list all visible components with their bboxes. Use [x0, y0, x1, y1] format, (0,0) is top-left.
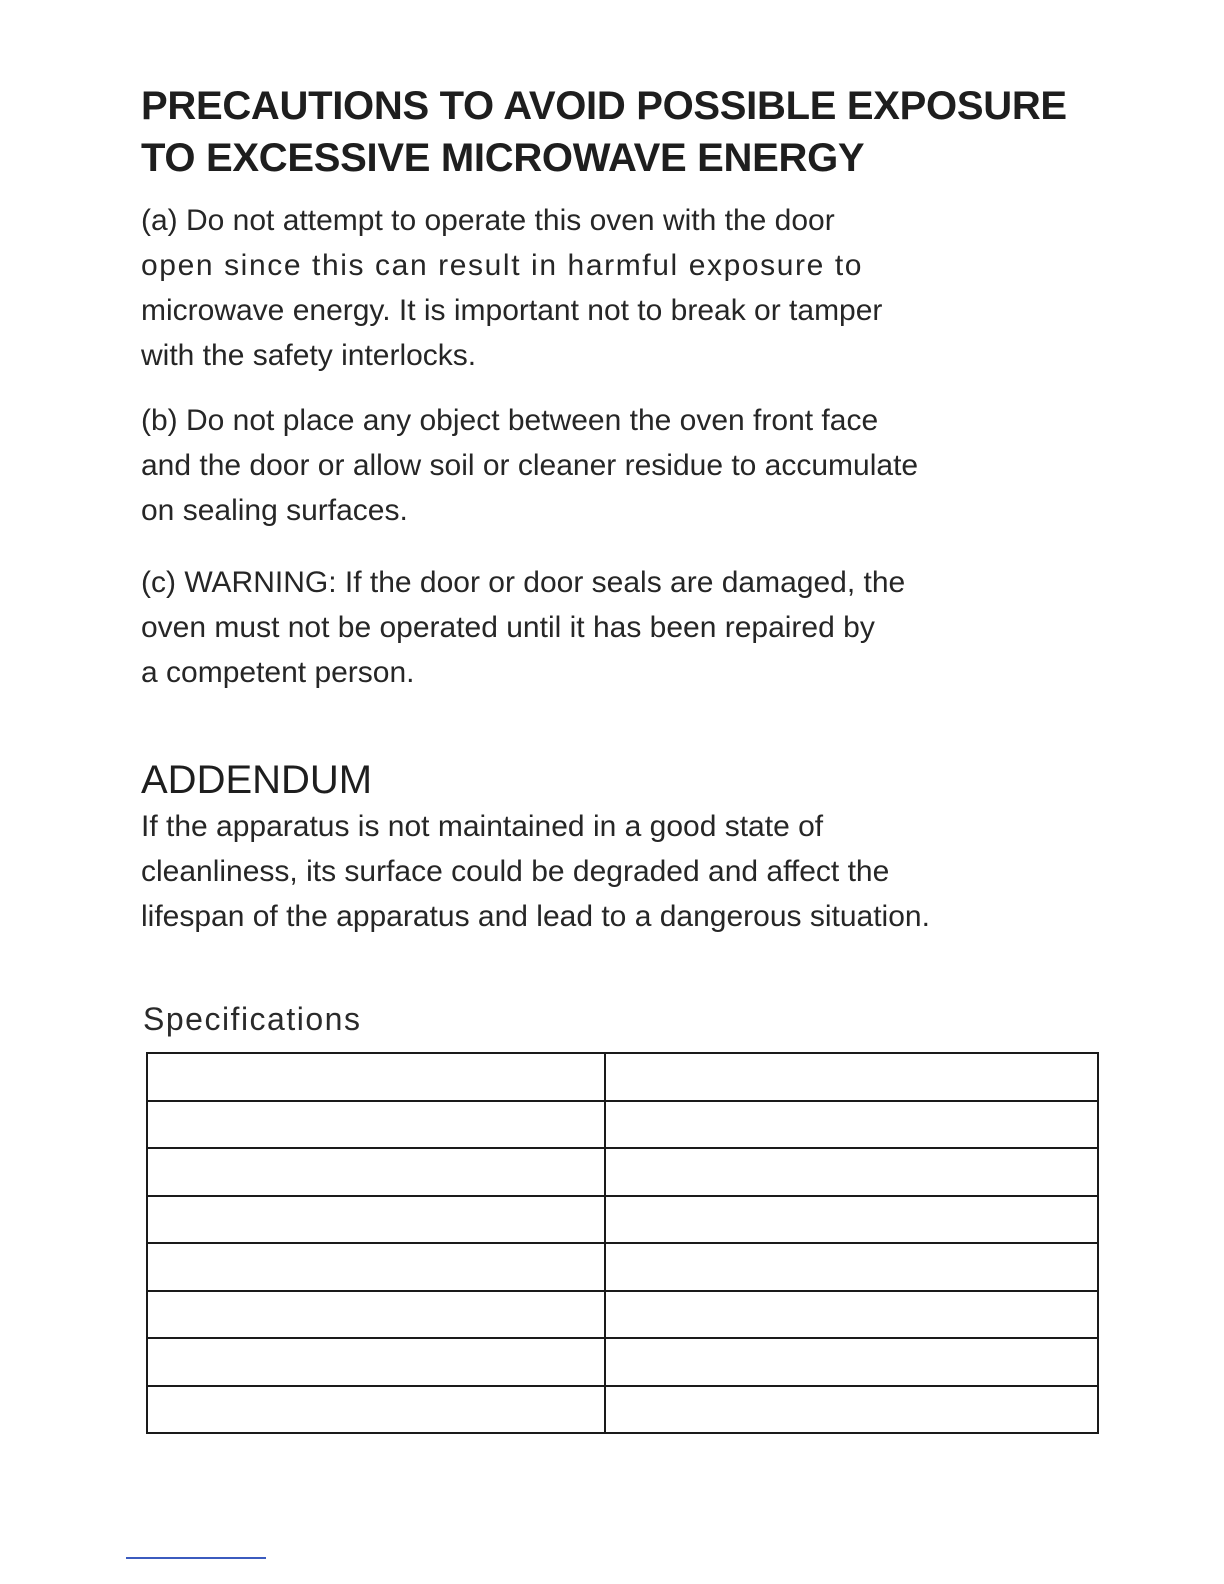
item-c-line-1: (c) WARNING: If the door or door seals are damaged, the	[141, 566, 906, 599]
addendum-line-1: If the apparatus is not maintained in a good state of	[141, 810, 824, 843]
spec-label-cell	[147, 1291, 605, 1339]
footer-rule	[126, 1557, 266, 1559]
item-c-line-3: a competent person.	[141, 656, 415, 689]
table-row	[147, 1148, 1098, 1196]
item-b-line-1: (b) Do not place any object between the oven front face	[141, 404, 879, 437]
addendum-line-2: cleanliness, its surface could be degraded and affect the	[141, 855, 890, 888]
specifications-title: Specifications	[143, 1001, 362, 1037]
table-row	[147, 1291, 1098, 1339]
addendum-body	[141, 804, 1101, 939]
spec-value-cell	[605, 1386, 1098, 1434]
precaution-item-c-warning	[141, 560, 1101, 695]
spec-value-cell	[605, 1101, 1098, 1149]
page-content	[141, 80, 1101, 1039]
spec-label-cell	[147, 1196, 605, 1244]
spec-label-cell	[147, 1338, 605, 1386]
item-a-line-1: (a) Do not attempt to operate this oven with the door	[141, 204, 835, 237]
addendum-title: ADDENDUM	[141, 758, 373, 802]
spec-label-cell	[147, 1101, 605, 1149]
table-row	[147, 1386, 1098, 1434]
spec-label-cell	[147, 1386, 605, 1434]
spec-value-cell	[605, 1053, 1098, 1101]
spec-value-cell	[605, 1338, 1098, 1386]
item-b-line-2: and the door or allow soil or cleaner residue to accumulate	[141, 449, 919, 482]
spec-value-cell	[605, 1196, 1098, 1244]
table-row	[147, 1243, 1098, 1291]
item-a-line-3: microwave energy. It is important not to break or tamper	[141, 294, 883, 327]
precautions-title-line-2: TO EXCESSIVE MICROWAVE ENERGY	[141, 136, 865, 180]
precautions-title-line-1: PRECAUTIONS TO AVOID POSSIBLE EXPOSURE	[141, 84, 1067, 128]
item-b-line-3: on sealing surfaces.	[141, 494, 408, 527]
specifications-table	[146, 1052, 1099, 1434]
spec-value-cell	[605, 1291, 1098, 1339]
item-c-line-2: oven must not be operated until it has been repaired by	[141, 611, 875, 644]
addendum-line-3: lifespan of the apparatus and lead to a dangerous situation.	[141, 900, 930, 933]
precautions-title	[141, 80, 1081, 184]
specifications-table-body	[147, 1053, 1098, 1433]
item-a-line-2: open since this can result in harmful exposure to	[141, 249, 864, 282]
spec-label-cell	[147, 1053, 605, 1101]
table-row	[147, 1053, 1098, 1101]
spec-label-cell	[147, 1243, 605, 1291]
item-a-line-4: with the safety interlocks.	[141, 339, 477, 372]
spec-value-cell	[605, 1243, 1098, 1291]
spec-label-cell	[147, 1148, 605, 1196]
spec-value-cell	[605, 1148, 1098, 1196]
precaution-item-b	[141, 398, 1101, 533]
table-row	[147, 1338, 1098, 1386]
precaution-item-a	[141, 198, 1101, 378]
table-row	[147, 1101, 1098, 1149]
table-row	[147, 1196, 1098, 1244]
